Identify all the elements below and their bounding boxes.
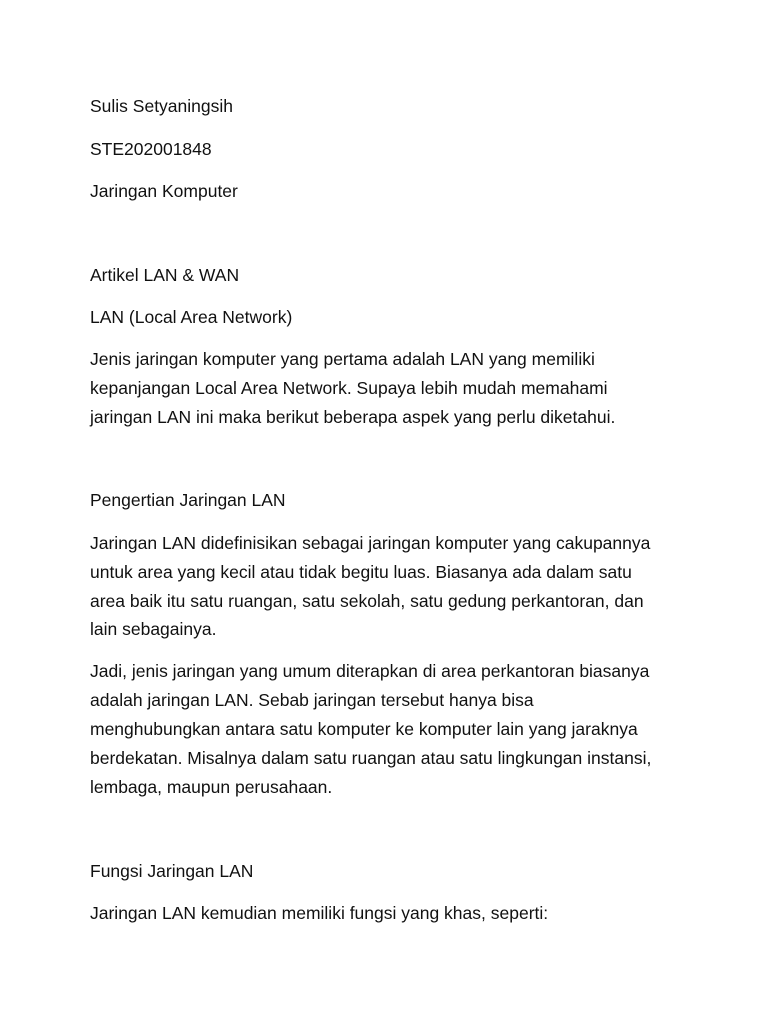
- paragraph-line: berdekatan. Misalnya dalam satu ruangan atau satu lingkungan instansi,: [90, 748, 652, 768]
- paragraph-line: jaringan LAN ini maka berikut beberapa aspek yang perlu diketahui.: [90, 407, 616, 427]
- paragraph-line: Jaringan LAN didefinisikan sebagai jaringan komputer yang cakupannya: [90, 533, 651, 553]
- paragraph-line: menghubungkan antara satu komputer ke komputer lain yang jaraknya: [90, 719, 638, 739]
- definition-heading: Pengertian Jaringan LAN: [90, 490, 286, 510]
- article-title: Artikel LAN & WAN: [90, 265, 240, 285]
- paragraph-line: Jadi, jenis jaringan yang umum diterapkan di area perkantoran biasanya: [90, 661, 650, 681]
- course-name: Jaringan Komputer: [90, 181, 238, 201]
- paragraph-line: area baik itu satu ruangan, satu sekolah, satu gedung perkantoran, dan: [90, 591, 644, 611]
- lan-heading: LAN (Local Area Network): [90, 307, 293, 327]
- paragraph-line: untuk area yang kecil atau tidak begitu luas. Biasanya ada dalam satu: [90, 562, 632, 582]
- student-id: STE202001848: [90, 139, 212, 159]
- function-intro: Jaringan LAN kemudian memiliki fungsi yang khas, seperti:: [90, 903, 549, 923]
- paragraph-line: lembaga, maupun perusahaan.: [90, 777, 333, 797]
- paragraph-line: Jenis jaringan komputer yang pertama adalah LAN yang memiliki: [90, 349, 595, 369]
- author-name: Sulis Setyaningsih: [90, 96, 233, 116]
- paragraph-line: adalah jaringan LAN. Sebab jaringan tersebut hanya bisa: [90, 690, 534, 710]
- function-heading: Fungsi Jaringan LAN: [90, 861, 254, 881]
- paragraph-line: kepanjangan Local Area Network. Supaya lebih mudah memahami: [90, 378, 608, 398]
- paragraph-line: lain sebagainya.: [90, 619, 217, 639]
